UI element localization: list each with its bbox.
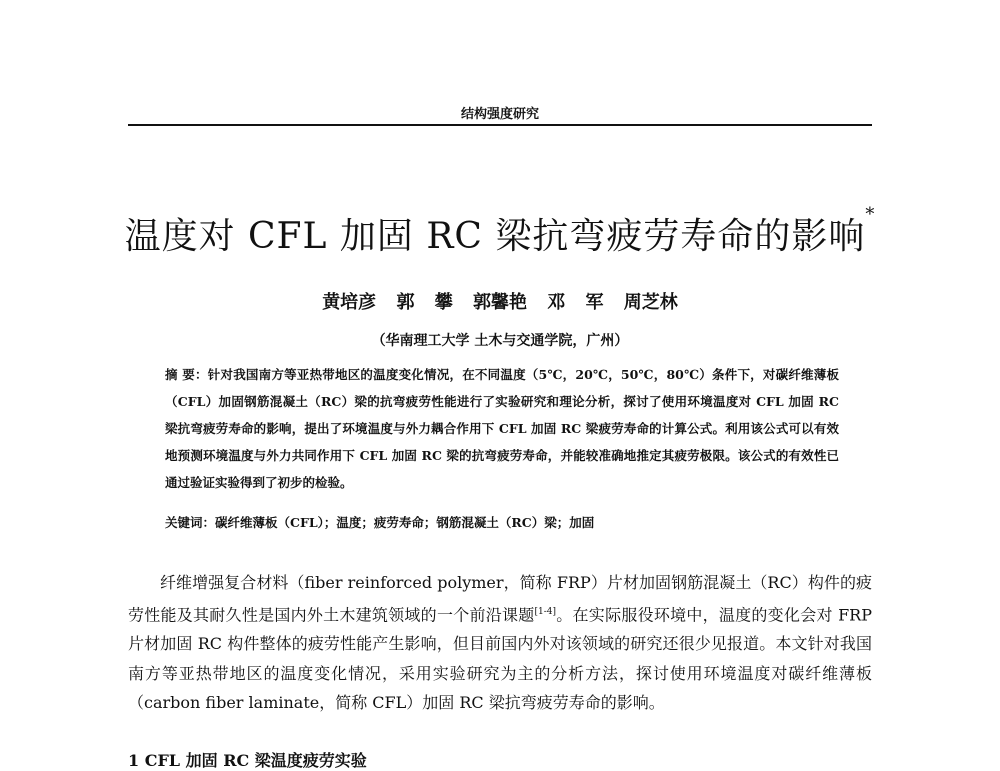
- abstract: [165, 361, 839, 496]
- body-text-part1: 纤维增强复合材料（fiber reinforced polymer，简称 FRP）片材加固钢筋混凝土（RC）构件的疲劳性能及其耐久性是国内外土木建筑领域的一个前沿课题: [128, 573, 872, 624]
- header-rule: [128, 124, 872, 126]
- keywords: [165, 513, 839, 531]
- affiliation: （华南理工大学 土木与交通学院，广州）: [371, 333, 629, 349]
- body-text-part2: 。在实际服役环境中，温度的变化会对 FRP 片材加固 RC 构件整体的疲劳性能产生影响，但目前国内外对该领域的研究还很少见报道。本文针对我国南方等亚热带地区的温度变化情况，采用实验研究为主的分析方法，探讨使用环境温度对碳纤维薄板（carbon fiber laminate，简称 CFL）加固 RC 梁抗弯疲劳寿命的影响。: [128, 604, 872, 713]
- keywords-text: 碳纤维薄板（CFL）；温度；疲劳寿命；钢筋混凝土（RC）梁；加固: [215, 515, 595, 530]
- keywords-label: 关键词：: [165, 515, 216, 530]
- section-heading: 1 CFL 加固 RC 梁温度疲劳实验: [128, 751, 367, 770]
- body-paragraph: [128, 568, 872, 718]
- abstract-label: 摘 要：: [165, 367, 208, 382]
- abstract-text: 针对我国南方等亚热带地区的温度变化情况，在不同温度（5℃，20℃，50℃，80℃）条件下，对碳纤维薄板（CFL）加固钢筋混凝土（RC）梁的抗弯疲劳性能进行了实验研究和理论分析，探讨了使用环境温度对 CFL 加固 RC 梁抗弯疲劳寿命的影响，提出了环境温度与外力耦合作用下 CFL 加固 RC 梁疲劳寿命的计算公式。利用该公式可以有效地预测环境温度与外力共同作用下 CFL 加固 RC 梁的抗弯疲劳寿命，并能较准确地推定其疲劳极限。该公式的有效性已通过验证实验得到了初步的检验。: [165, 367, 840, 490]
- journal-header: 结构强度研究: [460, 107, 539, 122]
- paper-title: [0, 204, 1000, 259]
- authors: 黄培彦 郭 攀 郭馨艳 邓 军 周芝林: [322, 292, 678, 313]
- citation-ref: [1-4]: [534, 606, 557, 617]
- title-footnote-marker: *: [865, 204, 876, 225]
- title-text: 温度对 CFL 加固 RC 梁抗弯疲劳寿命的影响: [124, 216, 866, 257]
